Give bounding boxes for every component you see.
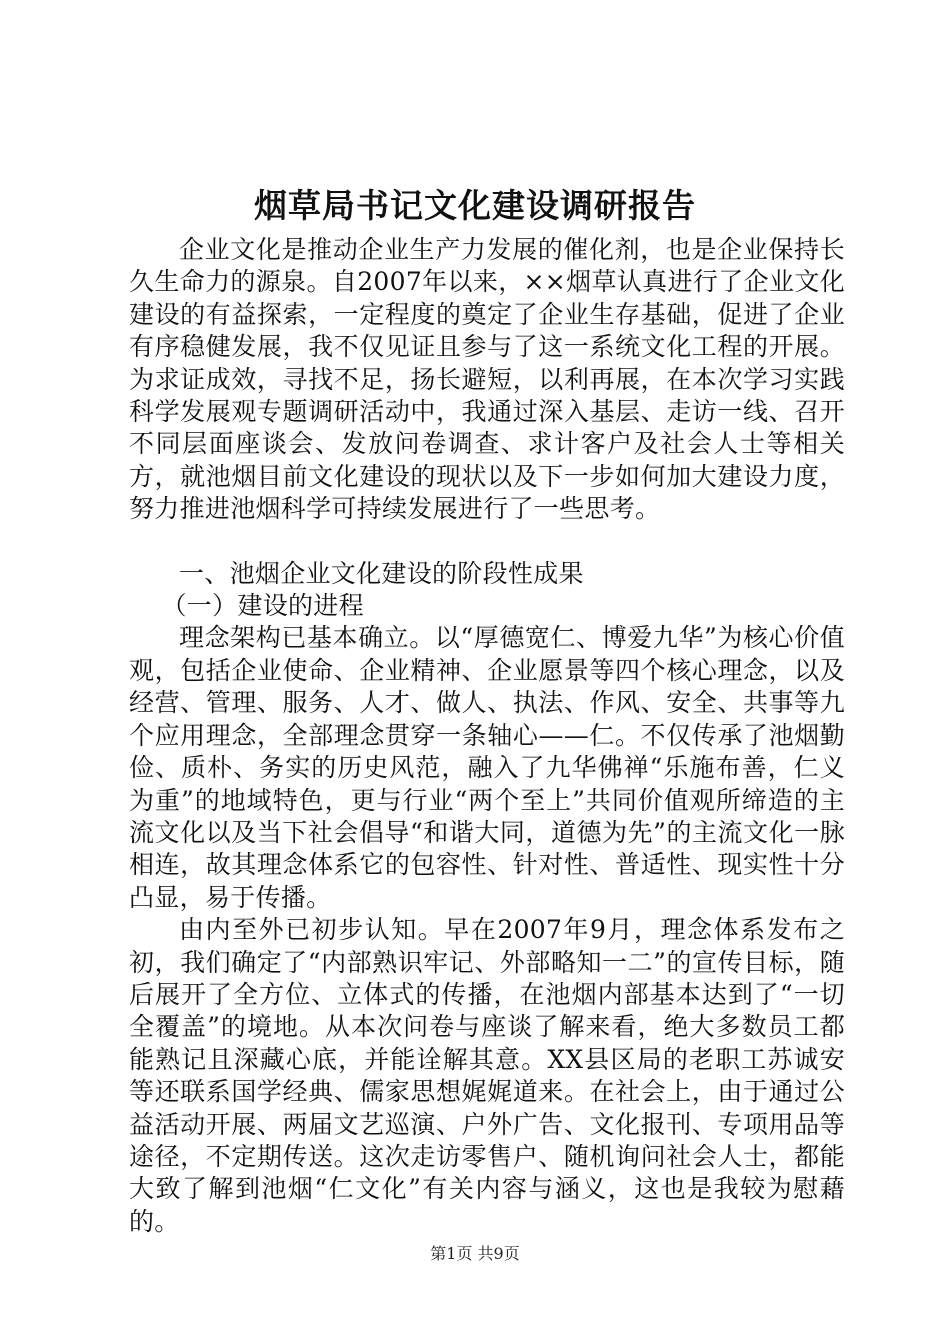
body-paragraph-1: 理念架构已基本确立。以“厚德宽仁、博爱九华”为核心价值观，包括企业使命、企业精神、企业愿景等四个核心理念，以及经营、管理、服务、人才、做人、执法、作风、安全、共事等九个应用理念，全部理念贯穿一条轴心——仁。不仅传承了池烟勤俭、质朴、务实的历史风范，融入了九华佛禅“乐施布善，仁义为重”的地域特色，更与行业“两个至上”共同价值观所缔造的主流文化以及当下社会倡导“和谐大同，道德为先”的主流文化一脉相连，故其理念体系它的包容性、针对性、普适性、现实性十分凸显，易于传播。 — [129, 623, 845, 912]
subsection-heading: （一）建设的进程 — [161, 591, 364, 621]
paragraph-spacer — [129, 526, 845, 558]
page-footer: 第1页 共9页 — [430, 1244, 520, 1263]
section-heading: 一、池烟企业文化建设的阶段性成果 — [179, 558, 584, 588]
intro-paragraph: 企业文化是推动企业生产力发展的催化剂，也是企业保持长久生命力的源泉。自2007年以来，××烟草认真进行了企业文化建设的有益探索，一定程度的奠定了企业生存基础，促进了企业有序稳健发展，我不仅见证且参与了这一系统文化工程的开展。为求证成效，寻找不足，扬长避短，以利再展，在本次学习实践科学发展观专题调研活动中，我通过深入基层、走访一线、召开不同层面座谈会、发放问卷调查、求计客户及社会人士等相关方，就池烟目前文化建设的现状以及下一步如何加大建设力度，努力推进池烟科学可持续发展进行了一些思考。 — [129, 235, 845, 524]
document-body — [129, 234, 845, 1238]
body-paragraph-2: 由内至外已初步认知。早在2007年9月，理念体系发布之初，我们确定了“内部熟识牢记、外部略知一二”的宣传目标，随后展开了全方位、立体式的传播，在池烟内部基本达到了“一切全覆盖”的境地。从本次问卷与座谈了解来看，绝大多数员工都能熟记且深藏心底，并能诠解其意。XX县区局的老职工苏诚安等还联系国学经典、儒家思想娓娓道来。在社会上，由于通过公益活动开展、两届文艺巡演、户外广告、文化报刊、专项用品等途径，不定期传送。这次走访零售户、随机询问社会人士，都能大致了解到池烟“仁文化”有关内容与涵义，这也是我较为慰藉的。 — [129, 915, 845, 1236]
document-title: 烟草局书记文化建设调研报告 — [254, 186, 696, 225]
